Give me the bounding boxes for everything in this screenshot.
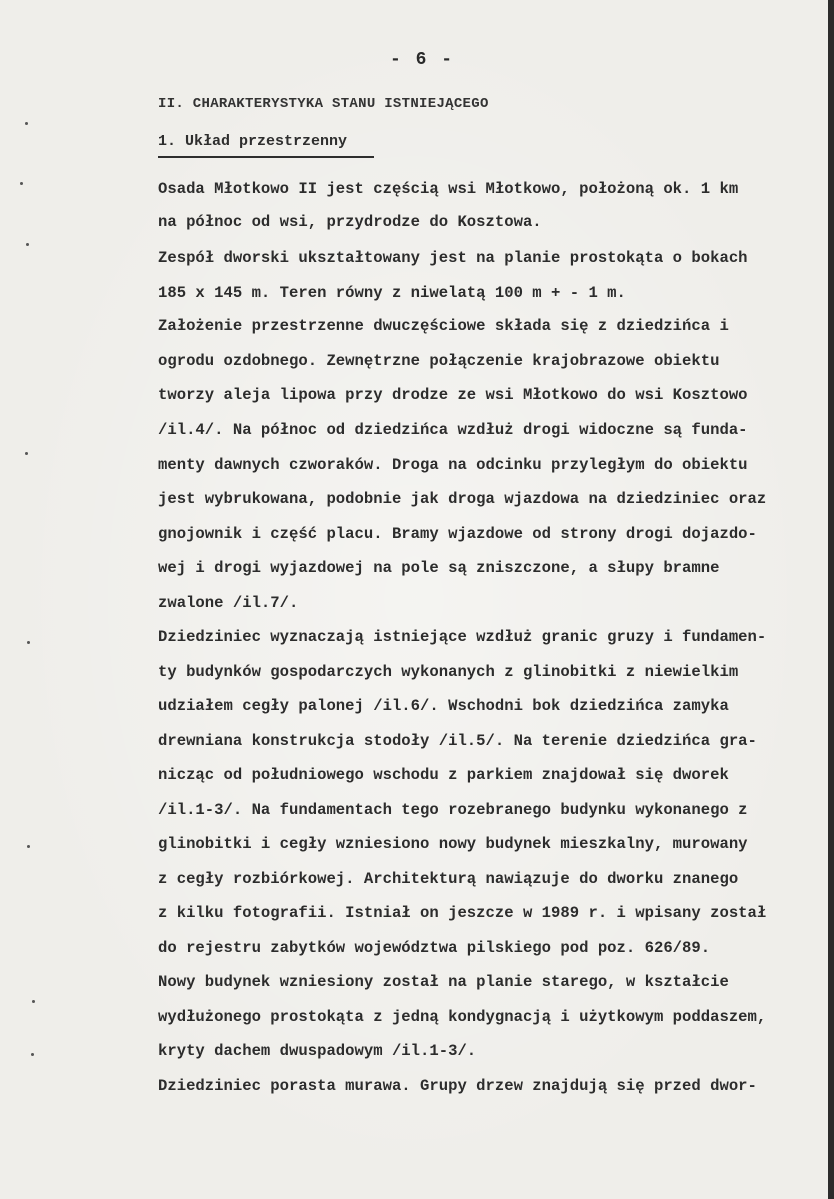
- text-line: gnojownik i część placu. Bramy wjazdowe od strony drogi dojazdo-: [158, 525, 757, 543]
- scan-speck: [31, 1053, 34, 1056]
- section-heading: II. CHARAKTERYSTYKA STANU ISTNIEJĄCEGO: [158, 96, 489, 112]
- text-line: Dziedziniec wyznaczają istniejące wzdłuż granic gruzy i fundamen-: [158, 628, 767, 646]
- text-line: z kilku fotografii. Istniał on jeszcze w 1989 r. i wpisany został: [158, 904, 767, 922]
- text-line: glinobitki i cegły wzniesiono nowy budynek mieszkalny, murowany: [158, 835, 748, 853]
- text-line: Zespół dworski ukształtowany jest na planie prostokąta o bokach: [158, 249, 748, 267]
- text-line: Dziedziniec porasta murawa. Grupy drzew znajdują się przed dwor-: [158, 1077, 757, 1095]
- text-line: Osada Młotkowo II jest częścią wsi Młotkowo, położoną ok. 1 km: [158, 180, 739, 198]
- text-line: zwalone /il.7/.: [158, 594, 299, 612]
- scan-speck: [26, 243, 29, 246]
- text-line: menty dawnych czworaków. Droga na odcinku przyległym do obiektu: [158, 456, 748, 474]
- text-line: udziałem cegły palonej /il.6/. Wschodni bok dziedzińca zamyka: [158, 697, 729, 715]
- text-line: drewniana konstrukcja stodoły /il.5/. Na terenie dziedzińca gra-: [158, 732, 757, 750]
- scan-speck: [27, 845, 30, 848]
- text-line: wydłużonego prostokąta z jedną kondygnacją i użytkowym poddaszem,: [158, 1008, 767, 1026]
- scan-speck: [25, 122, 28, 125]
- text-line: kryty dachem dwuspadowym /il.1-3/.: [158, 1042, 477, 1060]
- text-line: Założenie przestrzenne dwuczęściowe składa się z dziedzińca i: [158, 317, 729, 335]
- text-line: do rejestru zabytków województwa pilskiego pod poz. 626/89.: [158, 939, 711, 957]
- subheading-underline: [158, 156, 374, 158]
- text-line: ty budynków gospodarczych wykonanych z glinobitki z niewielkim: [158, 663, 739, 681]
- scan-speck: [25, 452, 28, 455]
- scan-speck: [20, 182, 23, 185]
- text-line: wej i drogi wyjazdowej na pole są zniszczone, a słupy bramne: [158, 559, 720, 577]
- text-line: nicząc od południowego wschodu z parkiem znajdował się dworek: [158, 766, 729, 784]
- text-line: Nowy budynek wzniesiony został na planie starego, w kształcie: [158, 973, 729, 991]
- text-line: tworzy aleja lipowa przy drodze ze wsi Młotkowo do wsi Kosztowo: [158, 386, 748, 404]
- text-line: /il.1-3/. Na fundamentach tego rozebranego budynku wykonanego z: [158, 801, 748, 819]
- scan-speck: [27, 641, 30, 644]
- text-line: ogrodu ozdobnego. Zewnętrzne połączenie krajobrazowe obiektu: [158, 352, 720, 370]
- text-line: z cegły rozbiórkowej. Architekturą nawiązuje do dworku znanego: [158, 870, 739, 888]
- text-line: na północ od wsi, przydrodze do Kosztowa.: [158, 213, 542, 231]
- text-line: /il.4/. Na północ od dziedzińca wzdłuż drogi widoczne są funda-: [158, 421, 748, 439]
- text-line: 185 x 145 m. Teren równy z niwelatą 100 m + - 1 m.: [158, 284, 626, 302]
- page-number: - 6 -: [390, 50, 455, 70]
- text-line: jest wybrukowana, podobnie jak droga wjazdowa na dziedziniec oraz: [158, 490, 767, 508]
- subheading: 1. Układ przestrzenny: [158, 133, 348, 150]
- scan-speck: [32, 1000, 35, 1003]
